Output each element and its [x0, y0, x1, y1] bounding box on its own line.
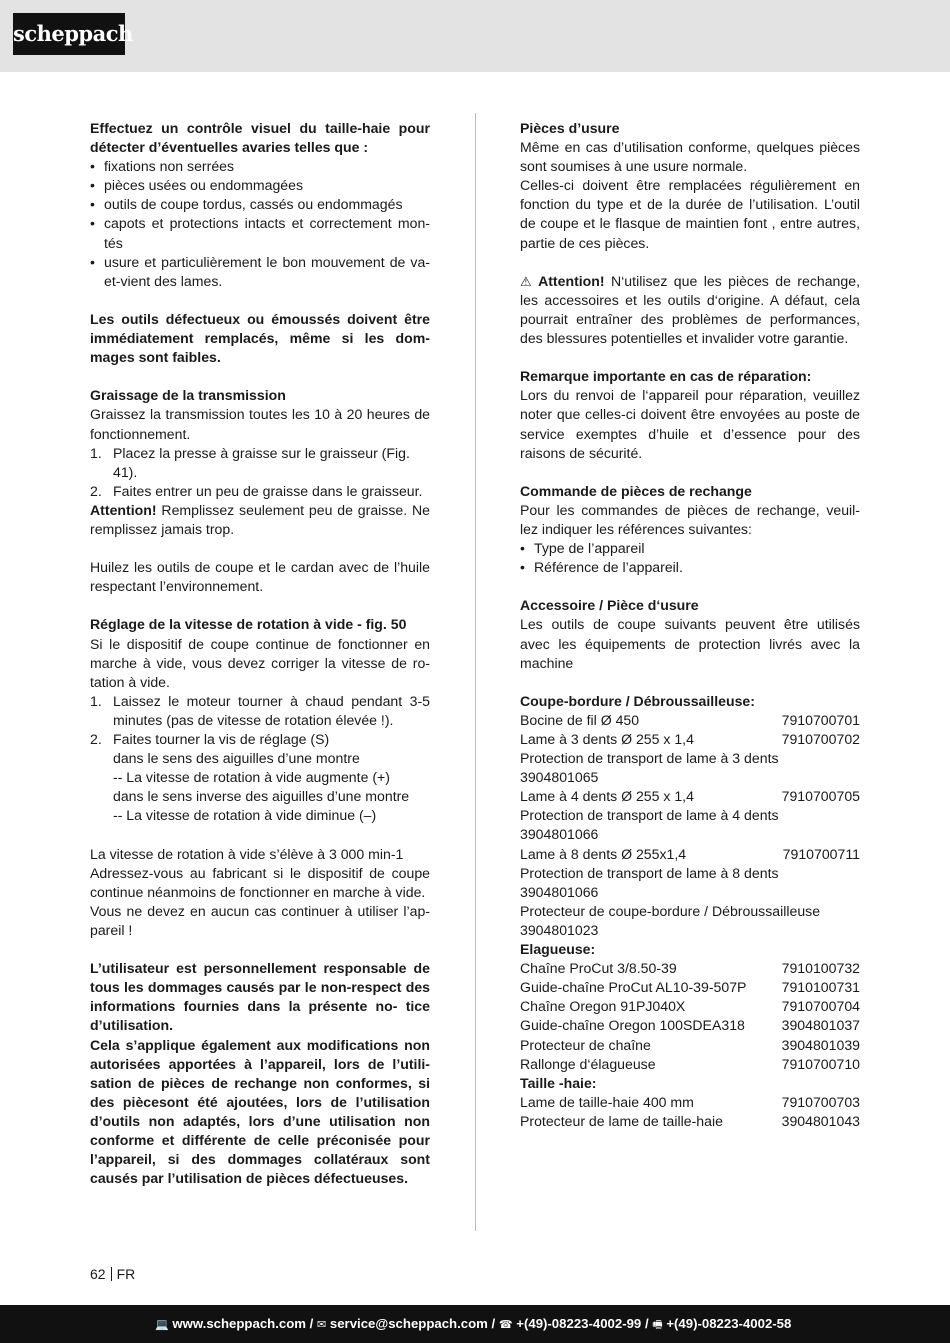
table-row: Protecteur de chaîne 3904801039	[520, 1036, 860, 1053]
table-row: Lame à 3 dents Ø 255 x 1,4 7910700702	[520, 731, 860, 747]
table-row: Lame à 8 dents Ø 255x1,4 7910700711	[520, 845, 860, 862]
fax-icon: 🖷	[652, 1319, 663, 1331]
email-link[interactable]: service@scheppach.com	[329, 1316, 488, 1331]
speed-step-detail: dans le sens des aiguilles d’une montre	[113, 750, 360, 767]
inspect-heading: Effectuez un contrôle visuel du taille-haie pour détecter d’éventuelles avaries telles que :	[90, 120, 430, 156]
responsibility-text: L’utilisateur est personnellement responsable de tous les dommages causés par le non-respect des informations fournies dans la présente no- tice d’utilisation.	[90, 960, 430, 1034]
table-row: Protection de transport de lame à 3 dents	[520, 750, 779, 767]
warning-triangle-icon: ⚠	[520, 273, 532, 289]
table-row: Protection de transport de lame à 8 dents	[520, 864, 779, 881]
left-column	[90, 119, 430, 1188]
inspect-list	[90, 157, 430, 291]
defective-tools-warning: Les outils défectueux ou émoussés doivent être immédiatement remplacés, même si les dom- mages sont faibles.	[90, 310, 430, 366]
speed-value: La vitesse de rotation à vide s’élève à 3 000 min-1	[90, 845, 404, 862]
list-item: • usure et particulièrement le bon mouvement de va-et-vient des lames.	[90, 253, 430, 289]
attention-note: ⚠ Attention! N‘utilisez que les pièces de rechange, les accessoires et les outils d‘origine. A défaut, cela pourrait entraîner des problèmes de performances, des blessures potentielles et invalider votre garantie.	[520, 272, 860, 347]
oil-text: Huilez les outils de coupe et le cardan avec de l’huile respectant l’environnement.	[90, 559, 430, 595]
table-row: Bocine de fil Ø 450 7910700701	[520, 711, 860, 728]
table-row: 3904801066	[520, 826, 599, 843]
table-row: Lame de taille-haie 400 mm 7910700703	[520, 1093, 860, 1110]
speed-step-detail: dans le sens inverse des aiguilles d’une montre	[113, 788, 410, 805]
wear-text: Même en cas d’utilisation conforme, quelques pièces sont soumises à une usure normale.	[520, 139, 860, 175]
table-row: Chaîne ProCut 3/8.50-39 7910100732	[520, 960, 860, 977]
table-row: 3904801023	[520, 921, 599, 938]
brand-logo: scheppach	[13, 13, 125, 55]
speed-step-detail: -- La vitesse de rotation à vide augmente (+)	[113, 769, 390, 786]
grease-title: Graissage de la transmission	[90, 387, 286, 404]
wear-title: Pièces d’usure	[520, 120, 620, 136]
order-title: Commande de pièces de rechange	[520, 482, 752, 499]
speed-title: Réglage de la vitesse de rotation à vide - fig. 50	[90, 616, 407, 633]
list-item: • fixations non serrées	[90, 158, 235, 175]
brushcutter-title: Coupe-bordure / Débroussailleuse:	[520, 692, 755, 709]
pruner-title: Elagueuse:	[520, 941, 596, 958]
brushcutter-parts	[520, 711, 860, 940]
table-row: Protecteur de coupe-bordure / Débroussailleuse	[520, 902, 821, 919]
phone-number: +(49)-08223-4002-99	[516, 1316, 642, 1331]
table-row: 3904801066	[520, 883, 599, 900]
table-row: Guide-chaîne Oregon 100SDEA318 3904801037	[520, 1017, 860, 1034]
table-row: Chaîne Oregon 91PJ040X 7910700704	[520, 998, 860, 1015]
list-item: • capots et protections intacts et correctement mon- tés	[90, 215, 430, 251]
laptop-icon: 💻	[155, 1319, 169, 1331]
mail-icon: ✉	[317, 1319, 327, 1331]
speed-step-detail: -- La vitesse de rotation à vide diminue (–)	[113, 807, 377, 824]
grease-step: 2. Faites entrer un peu de graisse dans le graisseur.	[90, 482, 423, 499]
grease-attention: Attention! Remplissez seulement peu de graisse. Ne remplissez jamais trop.	[90, 501, 430, 537]
speed-never: Vous ne devez en aucun cas continuer à utiliser l’ap- pareil !	[90, 902, 430, 938]
speed-step: 1. Laissez le moteur tourner à chaud pendant 3-5 minutes (pas de vitesse de rotation élevée !).	[90, 692, 430, 728]
repair-text: Lors du renvoi de l‘appareil pour réparation, veuillez noter que celles-ci doivent être envoyées au poste de service exemptes d’huile et d’essence pour des raisons de sécurité.	[520, 387, 860, 461]
list-item: • pièces usées ou endommagées	[90, 177, 304, 194]
speed-intro: Si le dispositif de coupe continue de fonctionner en marche à vide, vous devez corriger la vitesse de ro- tation à vide.	[90, 635, 430, 690]
wear-text: Celles-ci doivent être remplacées régulièrement en fonction du type et de la durée de l’utilisation. L’outil de coupe et le flasque de maintien font , entre autres, partie de ces pièces.	[520, 177, 860, 251]
hedge-title: Taille -haie:	[520, 1074, 597, 1091]
website-link[interactable]: www.scheppach.com	[172, 1316, 306, 1331]
phone-icon: ☎	[498, 1319, 513, 1331]
table-row: Protecteur de lame de taille-haie 3904801043	[520, 1112, 860, 1129]
repair-title: Remarque importante en cas de réparation:	[520, 368, 812, 385]
page-number: 62 FR	[90, 1266, 136, 1282]
accessory-title: Accessoire / Pièce d‘usure	[520, 597, 699, 614]
fax-number: +(49)-08223-4002-58	[666, 1316, 792, 1331]
right-column	[520, 119, 860, 1131]
table-row: Protection de transport de lame à 4 dents	[520, 807, 779, 824]
accessory-text: Les outils de coupe suivants peuvent être utilisés avec les équipements de protection livrés avec la machine	[520, 616, 860, 671]
speed-step: 2. Faites tourner la vis de réglage (S)	[90, 731, 330, 747]
speed-contact: Adressez-vous au fabricant si le dispositif de coupe continue néanmoins de fonctionner en marche à vide.	[90, 864, 430, 900]
pruner-parts	[520, 959, 860, 1074]
list-item: • Type de l’appareil	[520, 540, 645, 557]
list-item: • Référence de l’appareil.	[520, 559, 683, 576]
list-item: • outils de coupe tordus, cassés ou endommagés	[90, 196, 403, 213]
column-divider	[475, 113, 476, 1231]
modifications-text: Cela s’applique également aux modifications non autorisées apportées à l’appareil, lors de l’utili- sation de pièces de rechange non conformes, si des piècesont été ajoutées, lors de l’utilisation d’outils non adaptés, lors d’une utilisation non conforme et différente de celle préconisée pour l’appareil, si des dommages collatéraux sont causés par l’utilisation de pièces défectueuses.	[90, 1036, 430, 1187]
header-bar	[0, 0, 950, 72]
hedge-parts	[520, 1093, 860, 1131]
order-text: Pour les commandes de pièces de rechange, veuil- lez indiquer les références suivantes:	[520, 501, 860, 537]
footer-bar: 💻 www.scheppach.com / ✉ service@scheppach.com / ☎ +(49)-08223-4002-99 / 🖷 +(49)-08223-4002-58	[0, 1305, 950, 1343]
table-row: Guide-chaîne ProCut AL10-39-507P 7910100731	[520, 979, 860, 996]
table-row: 3904801065	[520, 769, 599, 786]
grease-step: 1. Placez la presse à graisse sur le graisseur (Fig. 41).	[90, 444, 410, 480]
grease-text: Graissez la transmission toutes les 10 à 20 heures de fonctionnement.	[90, 406, 430, 442]
table-row: Lame à 4 dents Ø 255 x 1,4 7910700705	[520, 788, 860, 805]
table-row: Rallonge d‘élagueuse 7910700710	[520, 1055, 860, 1072]
